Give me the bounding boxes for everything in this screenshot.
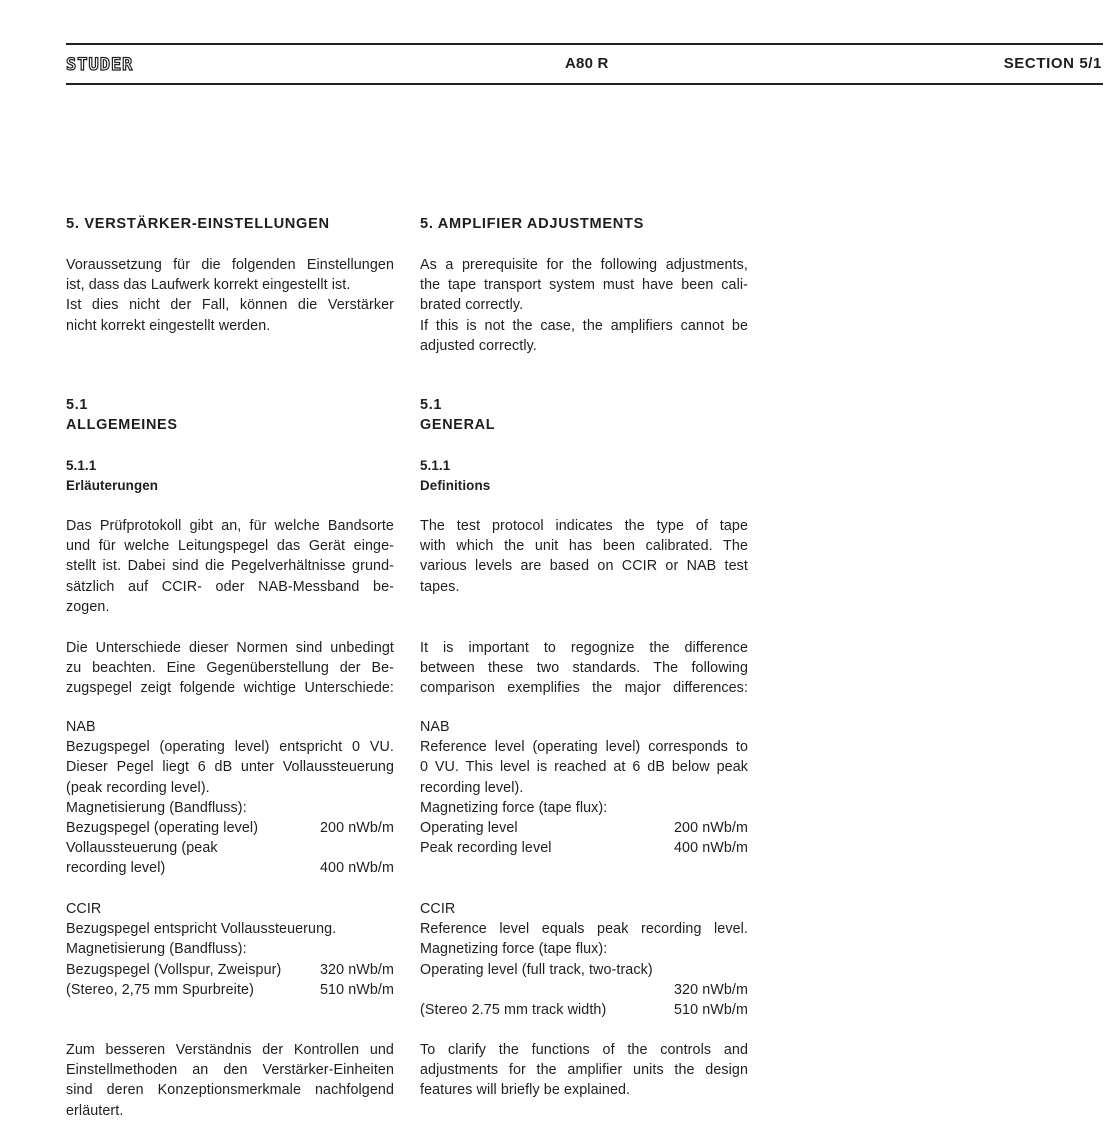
de-nab-row-label: recording level): [66, 860, 166, 877]
de-paragraph-1: [66, 516, 394, 617]
de-heading-number: 5.1: [66, 397, 89, 413]
en-section-title: 5. AMPLIFIER ADJUSTMENTS: [420, 216, 645, 232]
en-p1-line: with which the unit has been calibrated. The: [420, 538, 748, 555]
de-heading-title: ALLGEMEINES: [66, 417, 178, 433]
en-nab-line: 0 VU. This level is reached at 6 dB below peak: [420, 759, 748, 776]
en-heading-5-1-1: [420, 456, 748, 496]
de-p1-line: zogen.: [66, 598, 110, 615]
de-intro-line: nicht korrekt eingestellt werden.: [66, 317, 271, 334]
de-closing-line: erläutert.: [66, 1102, 124, 1119]
en-heading-5-1: [420, 395, 748, 435]
en-p1-line: The test protocol indicates the type of tape: [420, 518, 748, 534]
section-number: SECTION 5/1: [1003, 55, 1102, 72]
en-intro-line: the tape transport system must have been cali-: [420, 277, 748, 294]
de-ccir-label: CCIR: [66, 901, 102, 917]
de-paragraph-2: [66, 638, 394, 699]
en-closing-line: adjustments for the amplifier units the design: [420, 1062, 748, 1079]
de-nab-row: [66, 858, 394, 878]
en-ccir-line: Magnetizing force (tape flux):: [420, 941, 608, 958]
en-nab-block: [420, 717, 748, 858]
en-nab-row: [420, 838, 748, 858]
en-intro-line: adjusted correctly.: [420, 337, 537, 354]
de-nab-row-label: Bezugspegel (operating level): [66, 820, 259, 837]
en-paragraph-2: [420, 638, 748, 699]
de-p1-line: Das Prüfprotokoll gibt an, für welche Bandsorte: [66, 518, 394, 534]
en-nab-row-label: Peak recording level: [420, 840, 552, 857]
en-ccir-label: CCIR: [420, 901, 456, 917]
en-nab-line: Magnetizing force (tape flux):: [420, 799, 608, 816]
en-ccir-line: Reference level equals peak recording level.: [420, 921, 748, 938]
de-ccir-row-value: 320 nWb/m: [319, 961, 394, 978]
en-nab-row: [420, 818, 748, 838]
de-closing-paragraph: [66, 1040, 394, 1121]
de-intro-paragraph: [66, 255, 394, 336]
de-intro-line: ist, dass das Laufwerk korrekt eingestellt ist.: [66, 277, 351, 294]
en-heading-number: 5.1: [420, 397, 443, 413]
en-p2-line: comparison exemplifies the major differences:: [420, 680, 748, 697]
en-nab-row-label: Operating level: [420, 820, 518, 837]
de-nab-row: [66, 838, 394, 858]
de-closing-line: Einstellmethoden an den Verstärker-Einheiten: [66, 1062, 394, 1079]
de-nab-row: [66, 818, 394, 838]
de-ccir-line: Bezugspegel entspricht Vollaussteuerung.: [66, 921, 337, 938]
en-nab-label: NAB: [420, 719, 450, 735]
en-intro-line: brated correctly.: [420, 297, 524, 314]
en-p2-line: between these two standards. The following: [420, 660, 748, 677]
de-p1-line: und für welche Leitungspegel das Gerät einge-: [66, 538, 394, 555]
en-subheading-title: Definitions: [420, 478, 491, 493]
de-intro-line: Ist dies nicht der Fall, können die Verstärker: [66, 297, 394, 314]
en-ccir-row: [420, 1000, 748, 1020]
de-p2-line: zu beachten. Eine Gegenüberstellung der Be-: [66, 660, 394, 677]
de-nab-label: NAB: [66, 719, 96, 735]
de-heading-5-1: [66, 395, 394, 435]
en-ccir-row-value: 320 nWb/m: [673, 981, 748, 998]
en-ccir-block: [420, 899, 748, 1020]
english-column: [420, 0, 748, 1124]
en-closing-line: features will briefly be explained.: [420, 1082, 631, 1099]
de-intro-line: Voraussetzung für die folgenden Einstellungen: [66, 257, 394, 273]
en-intro-line: If this is not the case, the amplifiers cannot be: [420, 317, 748, 334]
en-nab-row-value: 400 nWb/m: [673, 840, 748, 857]
de-ccir-row: [66, 980, 394, 1000]
de-subheading-title: Erläuterungen: [66, 478, 159, 493]
de-p1-line: stellt ist. Dabei sind die Pegelverhältnisse grund-: [66, 558, 394, 575]
de-closing-line: Zum besseren Verständnis der Kontrollen und: [66, 1042, 394, 1058]
en-intro-paragraph: [420, 255, 748, 356]
de-p2-line: zugspegel zeigt folgende wichtige Unterschiede:: [66, 680, 394, 697]
en-closing-line: To clarify the functions of the controls and: [420, 1042, 748, 1058]
en-p1-line: tapes.: [420, 578, 460, 595]
de-nab-line: Dieser Pegel liegt 6 dB unter Vollaussteuerung: [66, 759, 394, 776]
de-closing-line: sind deren Konzeptionsmerkmale nachfolgend: [66, 1082, 394, 1099]
en-closing-paragraph: [420, 1040, 748, 1101]
de-nab-row-value: 200 nWb/m: [319, 820, 394, 837]
en-ccir-row-value: 510 nWb/m: [673, 1002, 748, 1019]
en-ccir-row: [420, 980, 748, 1000]
de-heading-5-1-1: [66, 456, 394, 496]
de-ccir-row: [66, 960, 394, 980]
de-p2-line: Die Unterschiede dieser Normen sind unbedingt: [66, 640, 394, 656]
de-nab-line: Magnetisierung (Bandfluss):: [66, 799, 247, 816]
en-p1-line: various levels are based on CCIR or NAB test: [420, 558, 748, 575]
de-nab-block: [66, 717, 394, 879]
en-intro-line: As a prerequisite for the following adjustments,: [420, 257, 748, 273]
studer-logo: STUDER: [66, 55, 134, 75]
en-subheading-number: 5.1.1: [420, 458, 451, 473]
de-nab-row-label: Vollaussteuerung (peak: [66, 840, 218, 857]
german-column: [66, 0, 394, 1124]
model-name: A80 R: [565, 55, 609, 72]
en-nab-row-value: 200 nWb/m: [673, 820, 748, 837]
en-ccir-line: Operating level (full track, two-track): [420, 961, 653, 978]
de-nab-row-value: 400 nWb/m: [319, 860, 394, 877]
en-heading-title: GENERAL: [420, 417, 496, 433]
de-ccir-row-label: (Stereo, 2,75 mm Spurbreite): [66, 981, 254, 998]
en-paragraph-1: [420, 516, 748, 597]
de-ccir-line: Magnetisierung (Bandfluss):: [66, 941, 247, 958]
de-ccir-row-label: Bezugspegel (Vollspur, Zweispur): [66, 961, 282, 978]
de-p1-line: sätzlich auf CCIR- oder NAB-Messband be-: [66, 578, 394, 595]
en-p2-line: It is important to regognize the difference: [420, 640, 748, 656]
de-nab-line: Bezugspegel (operating level) entspricht 0 VU.: [66, 739, 394, 756]
de-ccir-row-value: 510 nWb/m: [319, 981, 394, 998]
en-ccir-row-label: (Stereo 2.75 mm track width): [420, 1002, 607, 1019]
en-nab-line: recording level).: [420, 779, 524, 796]
de-nab-line: (peak recording level).: [66, 779, 210, 796]
de-subheading-number: 5.1.1: [66, 458, 97, 473]
en-nab-line: Reference level (operating level) corresponds to: [420, 739, 748, 756]
de-ccir-block: [66, 899, 394, 1000]
de-section-title: 5. VERSTÄRKER-EINSTELLUNGEN: [66, 216, 330, 232]
